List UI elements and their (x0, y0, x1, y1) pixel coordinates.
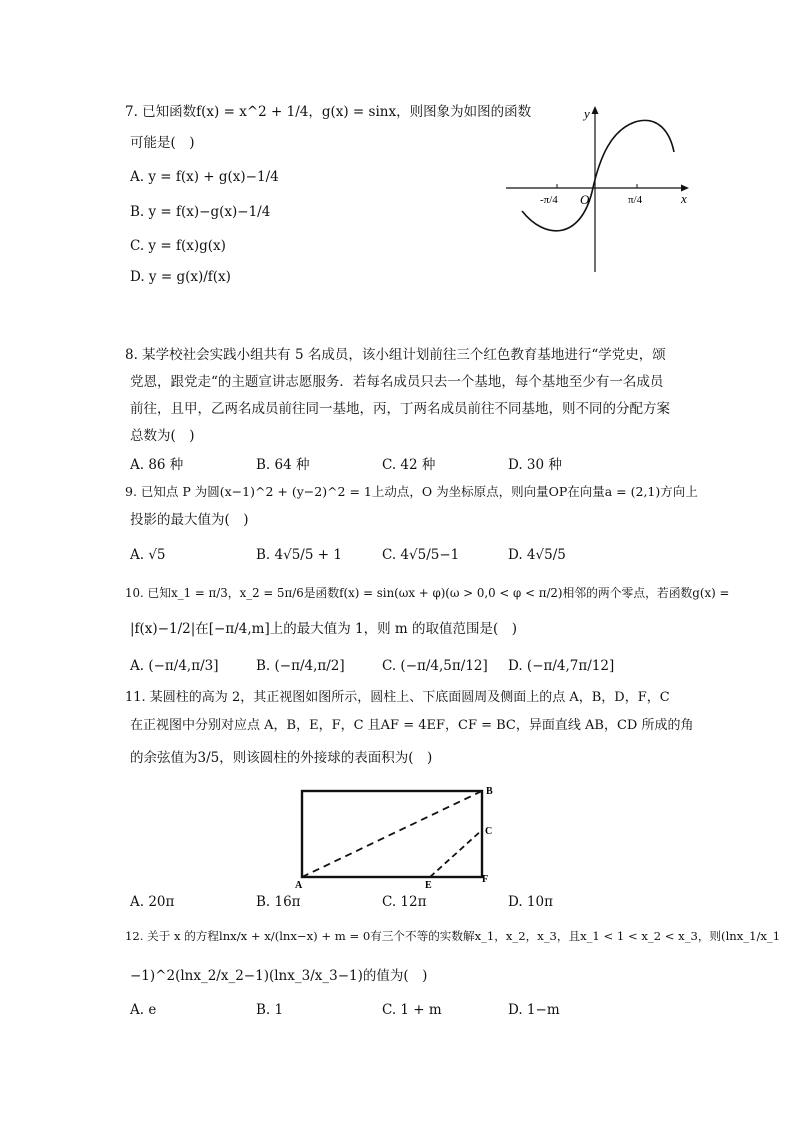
y-axis-label: y (584, 106, 590, 121)
q7-stem-cont: 可能是( ) (130, 135, 195, 151)
q7-option-d: D. y = g(x)/f(x) (130, 269, 231, 285)
q10-option-a: A. (−π/4,π/3] (130, 658, 219, 674)
q8-line-3: 前往，且甲，乙两名成员前往同一基地，丙，丁两名成员前往不同基地，则不同的分配方案 (130, 401, 670, 417)
q11-line-3: 的余弦值为3/5，则该圆柱的外接球的表面积为( ) (130, 750, 433, 766)
q9-option-b: B. 4√5/5 + 1 (256, 547, 342, 563)
q11-option-d: D. 10π (508, 894, 553, 910)
q12-line-1: 12. 关于 x 的方程lnx/x + x/(lnx−x) + m = 0有三个不等的实数解x_1，x_2，x_3，且x_1 < 1 < x_2 < x_3，则(lnx_1/x_1 (125, 929, 781, 943)
q10-line-1: 10. 已知x_1 = π/3，x_2 = 5π/6是函数f(x) = sin(ωx + φ)(ω > 0,0 < φ < π/2)相邻的两个零点，若函数g(x) = (125, 586, 730, 600)
q7-function-graph (500, 100, 700, 280)
point-a-label: A (295, 880, 303, 890)
segment-ec (430, 830, 482, 877)
q10-line-2: |f(x)−1/2|在[−π/4,m]上的最大值为 1，则 m 的取值范围是( ) (130, 621, 518, 637)
q9-option-a: A. √5 (130, 547, 166, 563)
q8-option-a: A. 86 种 (130, 457, 184, 473)
q12-line-2: −1)^2(lnx_2/x_2−1)(lnx_3/x_3−1)的值为( ) (130, 968, 428, 984)
q11-line-2: 在正视图中分别对应点 A，B，E，F，C 且AF = 4EF，CF = BC，异面直线 AB，CD 所成的角 (130, 718, 694, 733)
point-b-label: B (486, 786, 493, 797)
q8-option-c: C. 42 种 (382, 457, 436, 473)
q11-option-a: A. 20π (130, 894, 175, 910)
q11-front-view-figure (295, 782, 500, 890)
q10-option-d: D. (−π/4,7π/12] (508, 658, 615, 674)
point-c-label: C (485, 826, 493, 837)
x-axis-label: x (681, 191, 687, 206)
q8-line-4: 总数为( ) (130, 428, 195, 444)
q9-option-d: D. 4√5/5 (508, 547, 566, 563)
q9-line-1: 9. 已知点 P 为圆(x−1)^2 + (y−2)^2 = 1上动点，O 为坐标原点，则向量OP在向量a = (2,1)方向上 (125, 484, 698, 499)
q8-option-b: B. 64 种 (256, 457, 310, 473)
q7-option-c: C. y = f(x)g(x) (130, 238, 226, 254)
q10-option-c: C. (−π/4,5π/12] (382, 658, 488, 674)
tick-left-label: -π/4 (540, 194, 558, 206)
point-e-label: E (425, 880, 432, 890)
q8-option-d: D. 30 种 (508, 457, 562, 473)
q7-option-b: B. y = f(x)−g(x)−1/4 (130, 204, 271, 220)
q7-option-a: A. y = f(x) + g(x)−1/4 (130, 169, 279, 185)
q7-stem: 7. 已知函数f(x) = x^2 + 1/4，g(x) = sinx，则图象为如图的函数 (125, 104, 532, 120)
y-axis-arrow-icon (592, 106, 599, 114)
q9-option-c: C. 4√5/5−1 (382, 547, 460, 563)
q12-option-a: A. e (130, 1002, 157, 1018)
q12-option-d: D. 1−m (508, 1002, 560, 1018)
segment-ab (302, 791, 482, 877)
q8-line-1: 8. 某学校社会实践小组共有 5 名成员，该小组计划前往三个红色教育基地进行“学党史，颂 (125, 347, 666, 363)
q11-line-1: 11. 某圆柱的高为 2，其正视图如图所示，圆柱上、下底面圆周及侧面上的点 A，B，D，F，C (125, 690, 670, 705)
q11-option-b: B. 16π (256, 894, 301, 910)
point-f-label: F (482, 874, 489, 885)
q11-option-c: C. 12π (382, 894, 427, 910)
function-curve (522, 120, 674, 230)
q12-option-c: C. 1 + m (382, 1002, 442, 1018)
q9-line-2: 投影的最大值为( ) (130, 512, 249, 528)
q8-line-2: 党恩，跟党走“的主题宣讲志愿服务．若每名成员只去一个基地，每个基地至少有一名成员 (130, 374, 664, 390)
tick-right-label: π/4 (628, 194, 643, 206)
origin-label: O (580, 192, 590, 207)
q12-option-b: B. 1 (256, 1002, 284, 1018)
q10-option-b: B. (−π/4,π/2] (256, 658, 345, 674)
